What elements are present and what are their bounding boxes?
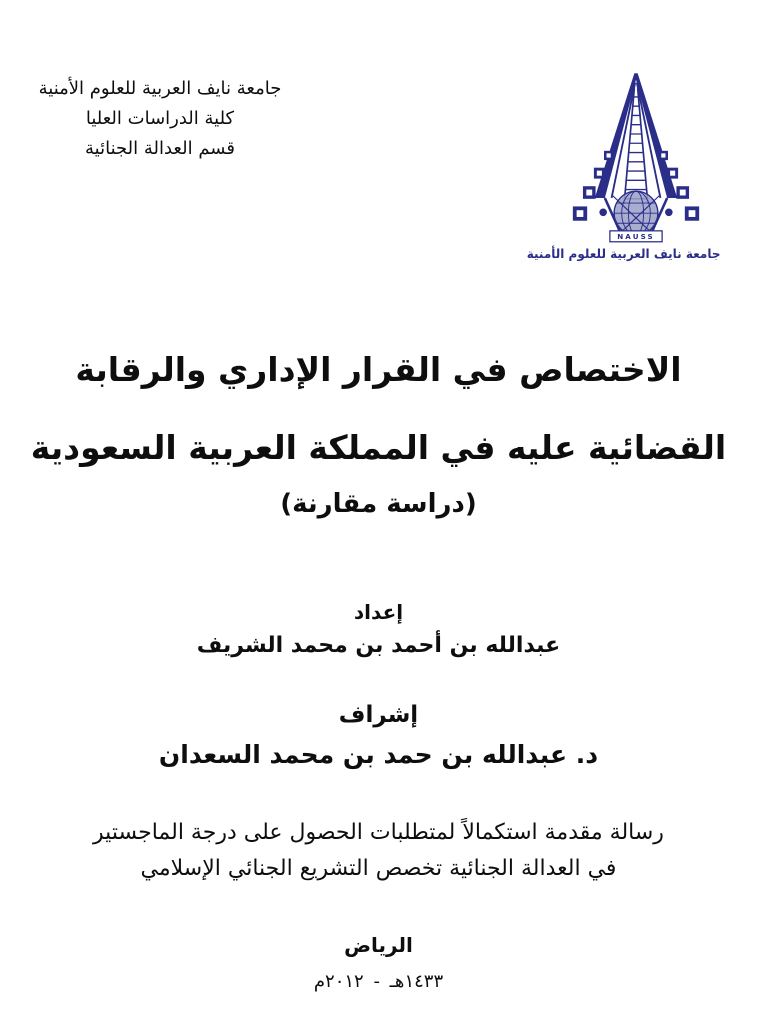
university-name: جامعة نايف العربية للعلوم الأمنية <box>38 78 282 99</box>
publication-date: ١٤٣٣هـ - ٢٠١٢م <box>313 971 444 992</box>
supervision-label: إشراف <box>338 702 419 728</box>
logo-caption: جامعة نايف العربية للعلوم الأمنية <box>526 246 721 262</box>
thesis-subtitle: (دراسة مقارنة) <box>280 489 477 519</box>
logo-acronym: NAUSS <box>617 232 655 242</box>
preparation-label: إعداد <box>353 600 404 624</box>
city-name: الرياض <box>344 933 413 957</box>
supervisor-name: د. عبدالله بن حمد بن محمد السعدان <box>158 740 599 769</box>
department-name: قسم العدالة الجنائية <box>85 138 235 159</box>
thesis-title-line1: الاختصاص في القرار الإداري والرقابة <box>75 350 682 389</box>
author-name: عبدالله بن أحمد بن محمد الشريف <box>196 633 561 658</box>
degree-statement-line2: في العدالة الجنائية تخصص التشريع الجنائي الإسلامي <box>140 856 617 881</box>
degree-statement-line1: رسالة مقدمة استكمالاً لمتطلبات الحصول على درجة الماجستير <box>93 820 664 845</box>
college-name: كلية الدراسات العليا <box>85 108 235 129</box>
logo-tower-icon <box>595 73 678 198</box>
logo-globe-icon <box>614 191 658 235</box>
university-logo <box>526 70 724 262</box>
nauss-tower-logo-icon <box>556 70 716 243</box>
thesis-title-line2: القضائية عليه في المملكة العربية السعودية <box>30 428 727 467</box>
logo-banner <box>610 231 662 242</box>
university-info-block <box>24 74 296 164</box>
